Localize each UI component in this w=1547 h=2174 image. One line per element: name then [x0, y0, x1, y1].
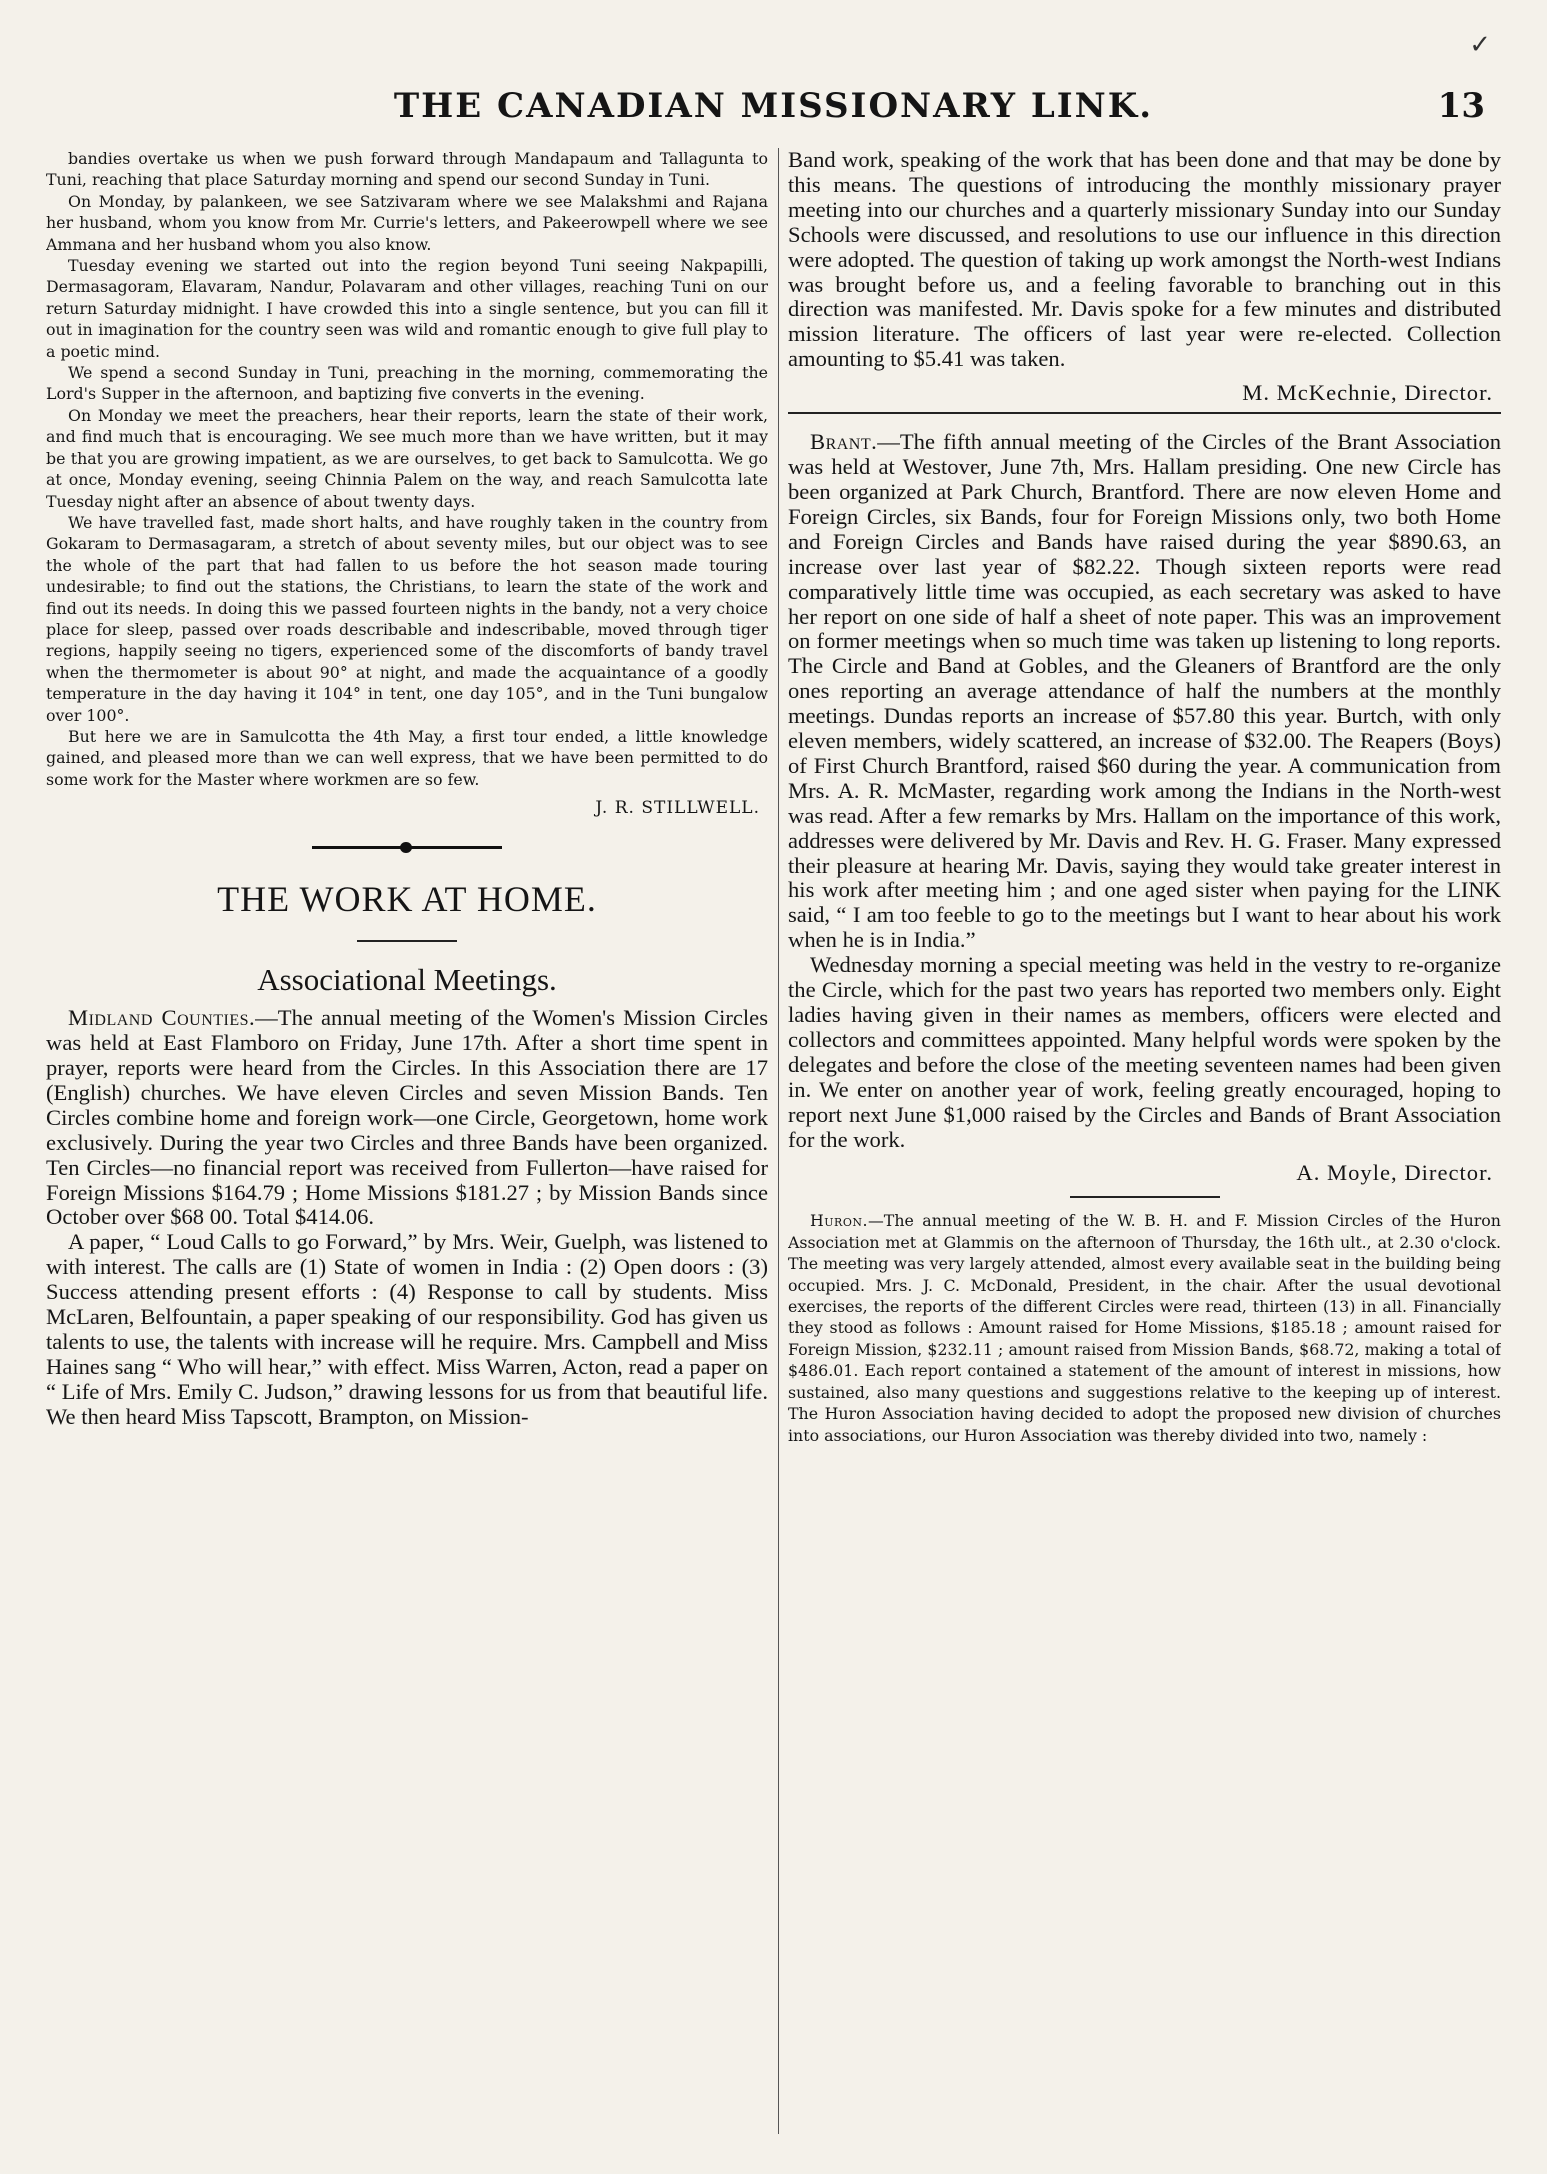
letter-paragraph: On Monday, by palankeen, we see Satzivaram where we see Malakshmi and Rajana her husband, whom you know from Mr. Currie's letters, and Pakeerowpell where we see Ammana and her husband whom you also know. — [46, 191, 768, 254]
report-divider — [788, 412, 1501, 414]
report-divider — [1070, 1196, 1220, 1198]
section-divider — [312, 840, 502, 854]
left-column — [46, 148, 768, 2134]
midland-continuation: Band work, speaking of the work that has been done and that may be done by this means. The questions of introducing the monthly missionary prayer meeting into our churches and a quarterly missionary Sunday into our Sunday Schools were discussed, and resolutions to use our influence in this direction were adopted. The question of taking up work amongst the North-west Indians was brought before us, and a feeling favorable to branching out in this direction was manifested. Mr. Davis spoke for a few minutes and distributed mission literature. The officers of last year were re-elected. Collection amounting to $5.41 was taken. — [788, 148, 1501, 372]
page-number: 13 — [1437, 86, 1485, 126]
column-divider — [778, 148, 779, 2134]
huron-lead: Huron. — [810, 1211, 868, 1231]
brant-paragraph — [788, 430, 1501, 953]
midland-paragraph-2: A paper, “ Loud Calls to go Forward,” by Mrs. Weir, Guelph, was listened to with interest. The calls are (1) State of women in India : (2) Open doors : (3) Success attending present efforts : (4) Response to call by students. Miss McLaren, Belfountain, a paper speaking of our responsibility. God has given us talents to use, the talents with increase will he require. Mrs. Campbell and Miss Haines sang “ Who will hear,” with effect. Miss Warren, Acton, read a paper on “ Life of Mrs. Emily C. Judson,” drawing lessons for us from that beautiful life. We then heard Miss Tapscott, Brampton, on Mission- — [46, 1229, 768, 1429]
right-column — [788, 148, 1501, 2134]
midland-signature: M. McKechnie, Director. — [1242, 380, 1493, 406]
huron-text: —The annual meeting of the W. B. H. and F. Mission Circles of the Huron Association met at Glammis on the afternoon of Thursday, the 16th ult., at 2.30 o'clock. The meeting was very largely attended, almost every available seat in the building being occupied. Mrs. J. C. McDonald, President, in the chair. After the usual devotional exercises, the reports of the different Circles were read, thirteen (13) in all. Financially they stood as follows : Amount raised for Home Missions, $185.18 ; amount raised for Foreign Mission, $232.11 ; amount raised from Mission Bands, $68.72, making a total of $486.01. Each report contained a statement of the amount of interest in missions, how sustained, also many questions and suggestions relative to the keeping up of interest. The Huron Association having decided to adopt the proposed new division of churches into associations, our Huron Association was thereby divided into two, namely : — [788, 1211, 1501, 1445]
midland-paragraph — [46, 1006, 768, 1230]
letter-signature: J. R. STILLWELL. — [595, 798, 760, 819]
page-header — [46, 86, 1501, 134]
brant-text: —The fifth annual meeting of the Circles of the Brant Association was held at Westover, June 7th, Mrs. Hallam presiding. One new Circle has been organized at Park Church, Brantford. There are now eleven Home and Foreign Circles, six Bands, four for Foreign Missions only, two both Home and Foreign Circles and Bands have raised during the year $890.63, an increase over last year of $82.22. Though sixteen reports were read comparatively little time was occupied, as each secretary was asked to have her report on one side of half a sheet of note paper. This was an improvement on former meetings when so much time was taken up listening to long reports. The Circle and Band at Gobles, and the Gleaners of Brantford are the only ones reporting an average attendance of half the numbers at the monthly meetings. Dundas reports an increase of $57.80 this year. Burtch, with only eleven members, widely scattered, an increase of $32.00. The Reapers (Boys) of First Church Brantford, raised $60 during the year. A communication from Mrs. A. R. McMaster, regarding work among the Indians in the North-west was read. After a few remarks by Mrs. Hallam on the importance of this work, addresses were delivered by Mr. Davis and Rev. H. G. Fraser. Many expressed their pleasure at hearing Mr. Davis, saying they would take greater interest in his work after meeting him ; and one aged sister when paying for the LINK said, “ I am too feeble to go to the meetings but I want to hear about his work when he is in India.” — [788, 429, 1501, 953]
midland-text: —The annual meeting of the Women's Mission Circles was held at East Flamboro on Friday, June 17th. After a short time spent in prayer, reports were heard from the Circles. In this Association there are 17 (English) churches. We have eleven Circles and seven Mission Bands. Ten Circles combine home and foreign work—one Circle, Georgetown, home work exclusively. During the year two Circles and three Bands have been organized. Ten Circles—no financial report was received from Fullerton—have raised for Foreign Missions $164.79 ; Home Missions $181.27 ; by Mission Bands since October over $68 00. Total $414.06. — [46, 1005, 768, 1230]
letter-paragraph: We have travelled fast, made short halts, and have roughly taken in the country from Gokaram to Dermasagaram, a stretch of about seventy miles, but our object was to see the whole of the part that had fallen to us before the hot season made touring undesirable; to find out the stations, the Christians, to learn the state of the work and find out its needs. In doing this we passed fourteen nights in the bandy, not a very choice place for sleep, passed over roads describable and indescribable, moved through tiger regions, happily seeing no tigers, experienced some of the discomforts of bandy travel when the thermometer is about 90° at night, and made the acquaintance of a goodly temperature in the day having it 104° in tent, one day 105°, and in the Tuni bungalow over 100°. — [46, 512, 768, 725]
brant-paragraph-2: Wednesday morning a special meeting was held in the vestry to re-organize the Circle, which for the past two years has reported two members only. Eight ladies having given in their names as members, officers were elected and collectors and committees appointed. Many helpful words were spoken by the delegates and before the close of the meeting seventeen names had been given in. We enter on another year of work, feeling greatly encouraged, hoping to report next June $1,000 raised by the Circles and Bands of Brant Association for the work. — [788, 952, 1501, 1152]
letter-paragraph: On Monday we meet the preachers, hear their reports, learn the state of their work, and find much that is encouraging. We see much more than we have written, but it may be that you are growing impatient, as we are ourselves, to get back to Samulcotta. We go at once, Monday evening, seeing Chinnia Palem on the way, and reach Samulcotta late Tuesday night after an absence of about twenty days. — [46, 405, 768, 511]
huron-paragraph — [788, 1210, 1501, 1445]
columns — [46, 148, 1501, 2134]
letter-paragraph: bandies overtake us when we push forward through Mandapaum and Tallagunta to Tuni, reaching that place Saturday morning and spend our second Sunday in Tuni. — [46, 149, 768, 190]
midland-lead: Midland Counties. — [68, 1005, 256, 1031]
letter-paragraph: We spend a second Sunday in Tuni, preaching in the morning, commemorating the Lord's Supper in the afternoon, and baptizing five converts in the evening. — [46, 363, 768, 404]
title-rule — [357, 940, 457, 942]
running-title: THE CANADIAN MISSIONARY LINK. — [393, 86, 1154, 126]
letter-paragraph: But here we are in Samulcotta the 4th May, a first tour ended, a little knowledge gained, and pleased more than we can well express, that we have been permitted to do some work for the Master where workmen are so few. — [46, 726, 768, 789]
section-title: THE WORK AT HOME. — [217, 879, 597, 920]
brant-lead: Brant. — [810, 429, 878, 455]
corner-mark: ✓ — [1469, 30, 1491, 60]
sub-title: Associational Meetings. — [257, 962, 557, 998]
letter-paragraph: Tuesday evening we started out into the region beyond Tuni seeing Nakpapilli, Dermasagoram, Elavaram, Nandur, Polavaram and other villages, reaching Tuni on our return Saturday midnight. I have crowded this into a single sentence, but you can fill it out in imagination for the country seen was wild and romantic enough to give full play to a poetic mind. — [46, 256, 768, 361]
brant-signature: A. Moyle, Director. — [1296, 1160, 1493, 1186]
